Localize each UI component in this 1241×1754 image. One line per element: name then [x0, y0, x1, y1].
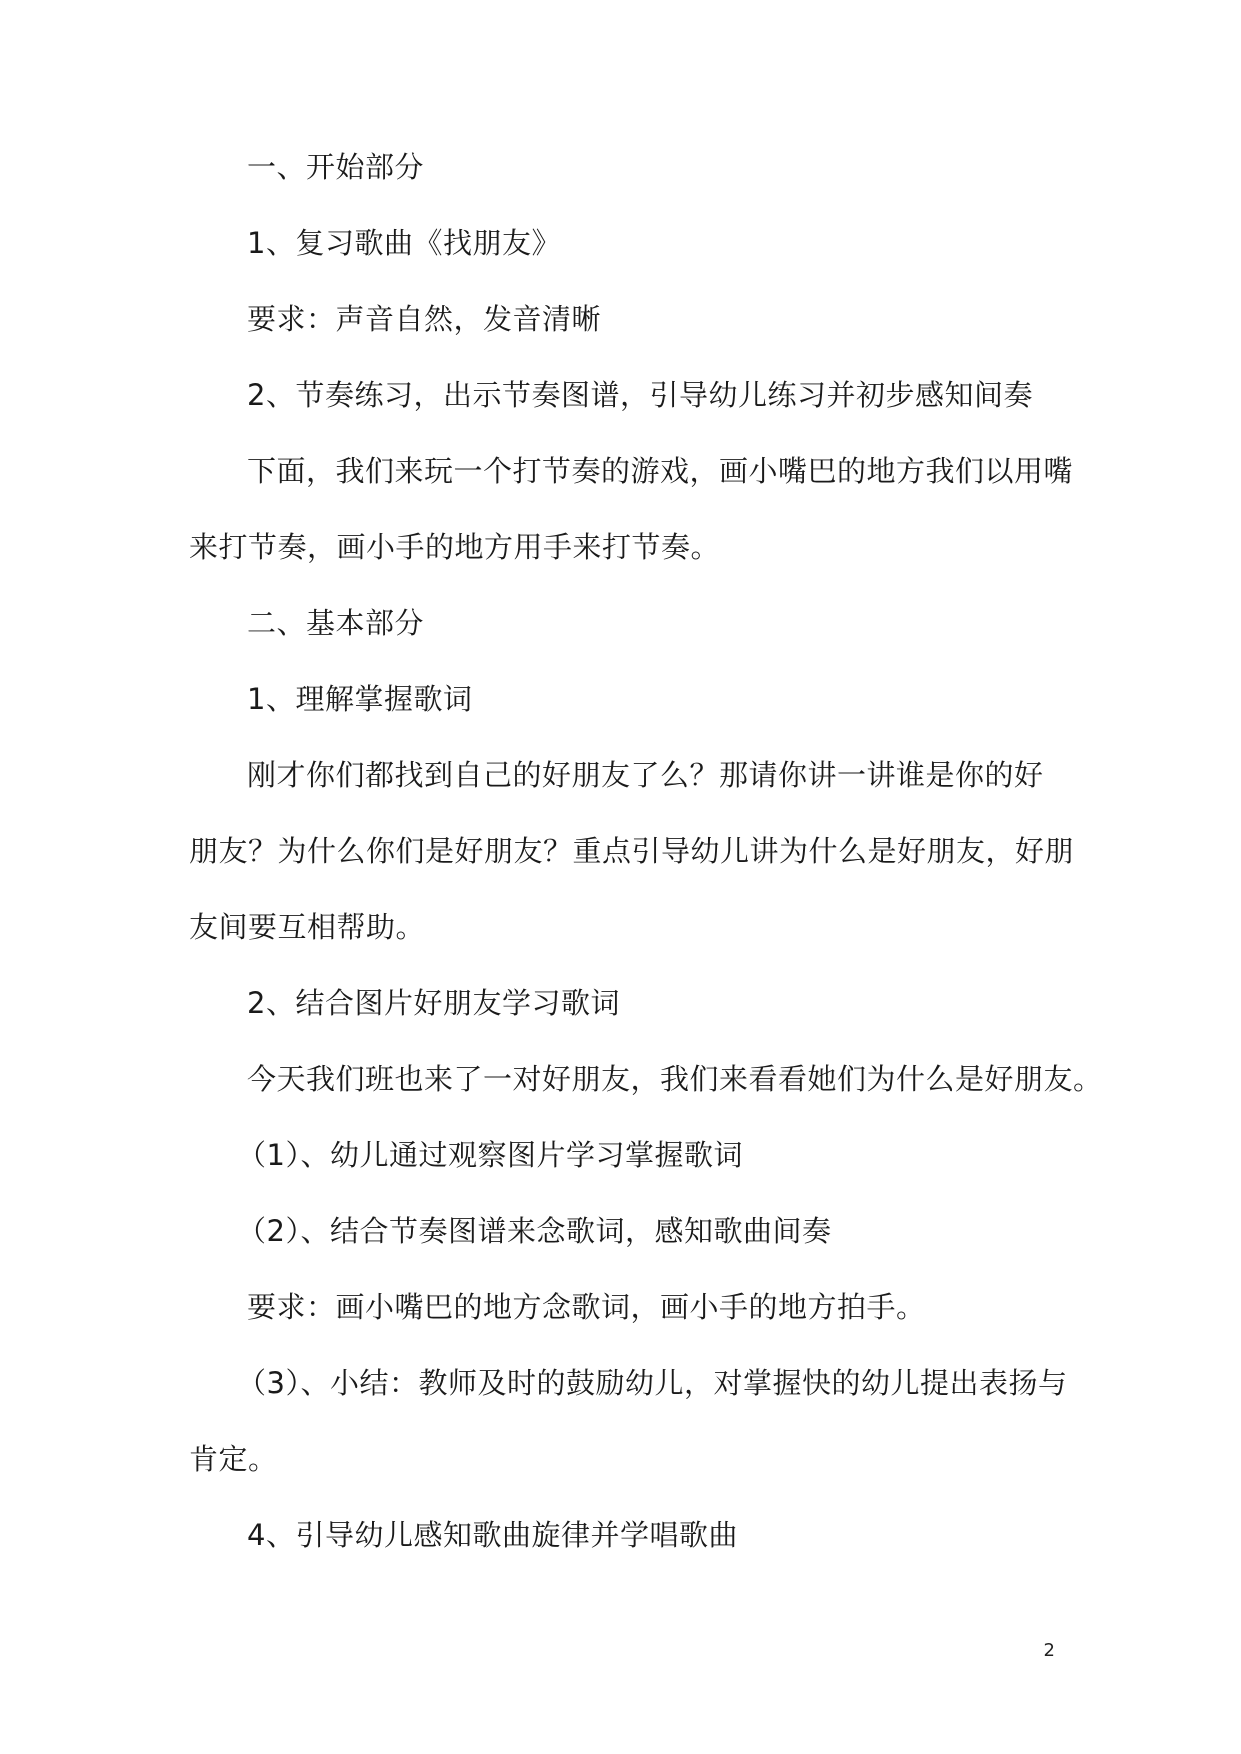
step-review-song: 1、复习歌曲《找朋友》 [247, 226, 561, 260]
document-body [189, 148, 1103, 1592]
paragraph-rhythm-game-cont: 来打节奏，画小手的地方用手来打节奏。 [189, 530, 721, 564]
paragraph-friends-question-end: 友间要互相帮助。 [189, 910, 426, 944]
paragraph-rhythm-game: 下面，我们来玩一个打节奏的游戏，画小嘴巴的地方我们以用嘴 [247, 454, 1074, 488]
paragraph-friends-question-cont: 朋友？为什么你们是好朋友？重点引导幼儿讲为什么是好朋友，好朋 [189, 834, 1075, 868]
paragraph-friends-question: 刚才你们都找到自己的好朋友了么？那请你讲一讲谁是你的好 [247, 758, 1044, 792]
paragraph-today-friends: 今天我们班也来了一对好朋友，我们来看看她们为什么是好朋友。 [247, 1062, 1103, 1096]
section-heading-basic: 二、基本部分 [247, 606, 425, 640]
step-rhythm-practice: 2、节奏练习，出示节奏图谱，引导幼儿练习并初步感知间奏 [247, 378, 1033, 412]
requirement-clap: 要求：画小嘴巴的地方念歌词，画小手的地方拍手。 [247, 1290, 926, 1324]
step-understand-lyrics: 1、理解掌握歌词 [247, 682, 473, 716]
substep-summary: （3）、小结：教师及时的鼓励幼儿，对掌握快的幼儿提出表扬与 [237, 1366, 1068, 1400]
page-number: 2 [1043, 1640, 1055, 1661]
substep-rhythm-lyrics: （2）、结合节奏图谱来念歌词，感知歌曲间奏 [237, 1214, 832, 1248]
section-heading-start: 一、开始部分 [247, 150, 425, 184]
step-picture-lyrics: 2、结合图片好朋友学习歌词 [247, 986, 620, 1020]
substep-observe-pictures: （1）、幼儿通过观察图片学习掌握歌词 [237, 1138, 743, 1172]
requirement-voice: 要求：声音自然，发音清晰 [247, 302, 602, 336]
substep-summary-cont: 肯定。 [189, 1442, 278, 1476]
step-learn-melody: 4、引导幼儿感知歌曲旋律并学唱歌曲 [247, 1518, 738, 1552]
